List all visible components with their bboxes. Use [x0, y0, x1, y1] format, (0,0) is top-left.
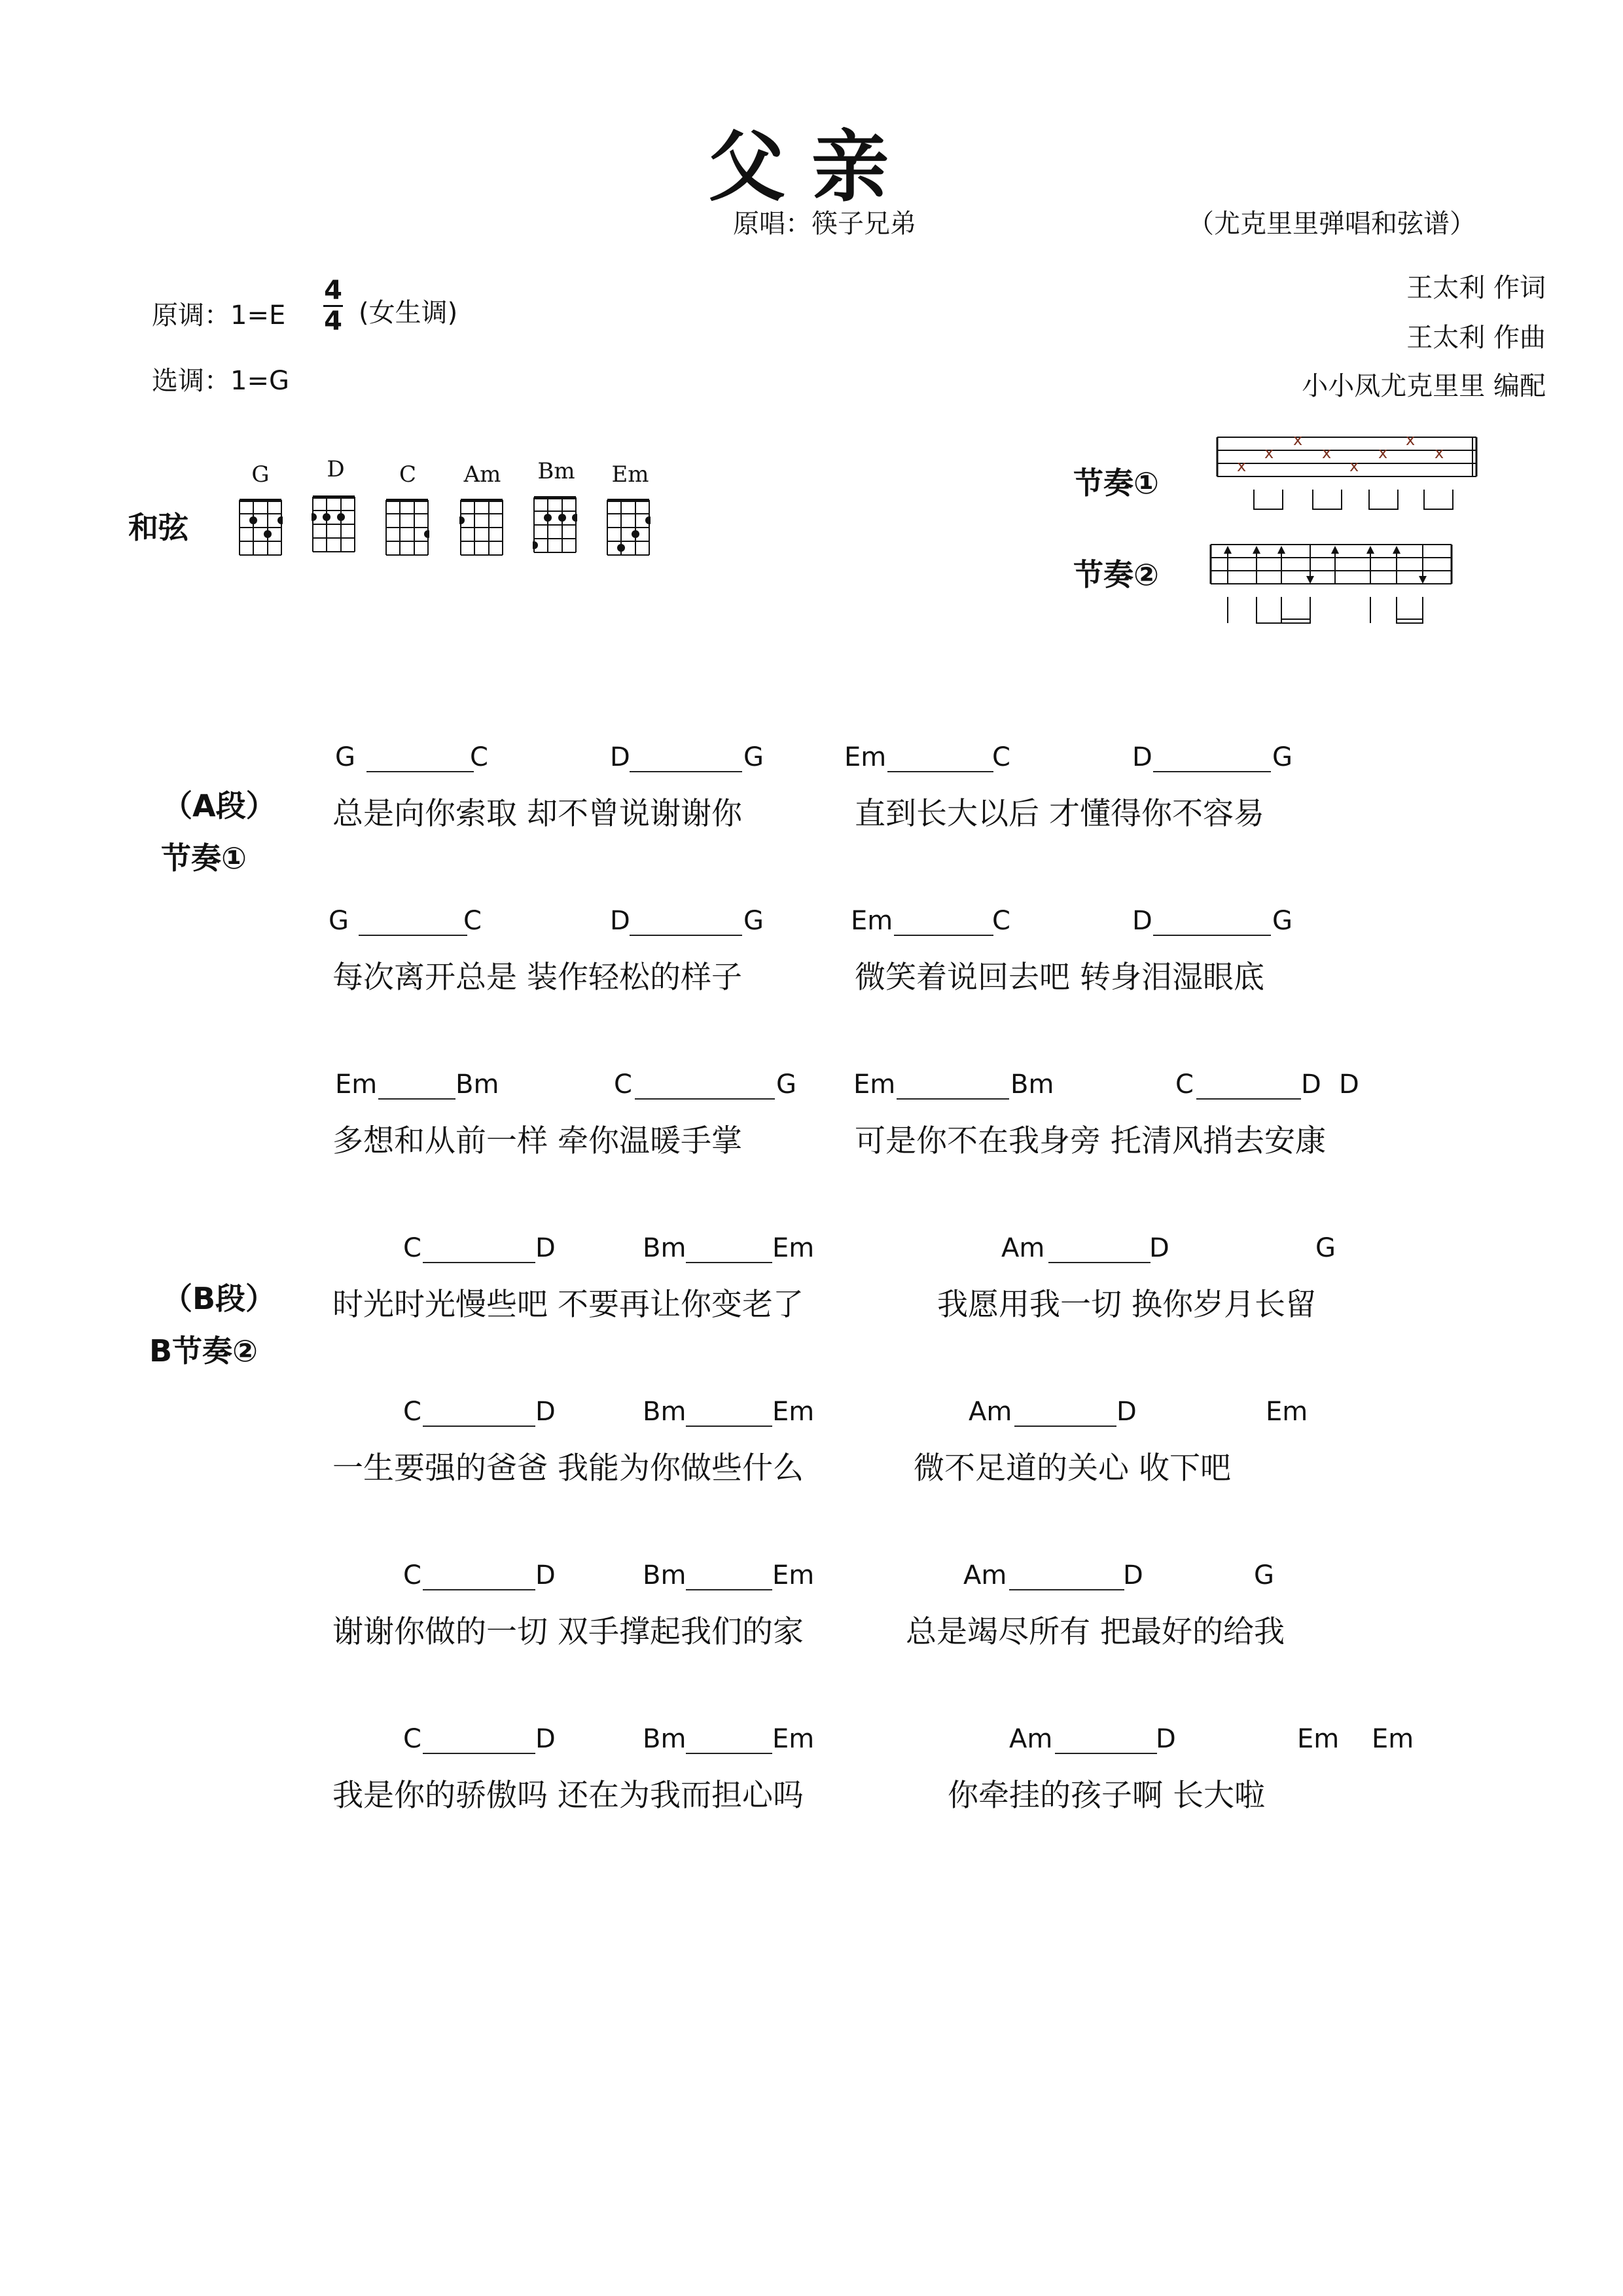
chord-symbol: Em: [772, 1397, 815, 1427]
chord-symbol: Em: [772, 1724, 815, 1754]
chord-symbol: Em: [1372, 1724, 1414, 1754]
chord-duration-line: [897, 1098, 1009, 1100]
chord-duration-line: [630, 771, 742, 772]
chord-symbol: D: [535, 1724, 556, 1754]
song-title: 父亲: [707, 122, 915, 212]
chord-duration-line: [1009, 1589, 1124, 1590]
chord-symbol: Bm: [455, 1069, 499, 1100]
lyric-line: 我是你的骄傲吗 还在为我而担心吗: [332, 1778, 804, 1814]
chord-symbol: D: [1149, 1233, 1169, 1263]
chord-symbol: Em: [335, 1069, 378, 1100]
chord-symbol: D: [1156, 1724, 1176, 1754]
chord-duration-line: [1048, 1262, 1150, 1263]
chord-symbol: D: [610, 742, 630, 772]
chord-symbol: G: [1272, 742, 1293, 772]
chord-duration-line: [1055, 1753, 1157, 1754]
key-note: (女生调): [359, 298, 458, 328]
chord-duration-line: [378, 1098, 455, 1100]
chord-symbol: D: [535, 1397, 556, 1427]
chord-duration-line: [423, 1426, 535, 1427]
section-b-label: （B段）: [162, 1281, 276, 1316]
chord-duration-line: [1196, 1098, 1301, 1100]
chord-symbol: Am: [969, 1397, 1012, 1427]
original-key: 原调：1=E: [152, 300, 286, 331]
lyric-line: 每次离开总是 装作轻松的样子: [332, 960, 742, 996]
chord-duration-line: [1014, 1426, 1116, 1427]
chord-symbol: C: [992, 742, 1010, 772]
lyric-line: 总是向你索取 却不曾说谢谢你: [332, 796, 742, 832]
chord-name-em: Em: [611, 461, 649, 488]
lyric-line: 直到长大以后 才懂得你不容易: [855, 796, 1264, 832]
chord-diagram-em: [606, 499, 651, 556]
chord-duration-line: [1153, 935, 1271, 936]
sheet-type-note: （尤克里里弹唱和弦谱）: [1188, 209, 1476, 239]
chord-duration-line: [423, 1753, 535, 1754]
chord-symbol: Am: [963, 1560, 1007, 1590]
lyric-line: 我愿用我一切 换你岁月长留: [937, 1287, 1316, 1323]
chord-diagram-c: [385, 499, 429, 556]
chord-symbol: G: [776, 1069, 796, 1100]
tab-x-mark: x: [1264, 444, 1274, 462]
chord-duration-line: [423, 1589, 535, 1590]
chord-symbol: C: [463, 906, 482, 936]
chord-name-am: Am: [463, 461, 501, 488]
chord-symbol: C: [992, 906, 1010, 936]
section-a-rhythm: 节奏①: [161, 840, 247, 876]
chord-symbol: G: [743, 742, 764, 772]
chord-duration-line: [686, 1589, 772, 1590]
chord-symbol: G: [1315, 1233, 1336, 1263]
chord-diagram-g: [238, 499, 283, 556]
chord-duration-line: [366, 771, 474, 772]
lyric-line: 一生要强的爸爸 我能为你做些什么: [332, 1450, 804, 1486]
chord-duration-line: [686, 1753, 772, 1754]
chord-symbol: G: [335, 742, 355, 772]
chord-symbol: Em: [772, 1233, 815, 1263]
chord-symbol: C: [614, 1069, 632, 1100]
chord-symbol: Bm: [643, 1397, 687, 1427]
tab-x-mark: x: [1349, 457, 1359, 475]
composer-credit: 王太利 作曲: [1406, 323, 1546, 353]
arranger-credit: 小小凤尤克里里 编配: [1302, 371, 1546, 401]
lyric-line: 可是你不在我身旁 托清风捎去安康: [855, 1123, 1326, 1159]
chord-symbol: C: [1175, 1069, 1194, 1100]
chord-symbol: C: [403, 1560, 421, 1590]
chord-symbol: Em: [844, 742, 887, 772]
chord-name-c: C: [399, 461, 416, 488]
chord-symbol: C: [403, 1724, 421, 1754]
chord-diagram-d: [312, 495, 356, 553]
chord-duration-line: [887, 771, 993, 772]
chord-symbol: D: [535, 1560, 556, 1590]
tab-x-mark: x: [1378, 444, 1388, 462]
tab-x-mark: x: [1237, 457, 1247, 475]
chord-symbol: Em: [772, 1560, 815, 1590]
rhythm-1-label: 节奏①: [1073, 465, 1159, 501]
chord-symbol: Em: [1297, 1724, 1340, 1754]
chord-symbol: D: [1339, 1069, 1359, 1100]
lyric-line: 时光时光慢些吧 不要再让你变老了: [332, 1287, 804, 1323]
chord-symbol: Em: [851, 906, 893, 936]
chord-symbol: D: [1116, 1397, 1137, 1427]
lyric-line: 多想和从前一样 牵你温暖手掌: [332, 1123, 742, 1159]
chord-symbol: D: [1301, 1069, 1321, 1100]
lyricist-credit: 王太利 作词: [1406, 273, 1546, 303]
chord-duration-line: [686, 1426, 772, 1427]
chord-duration-line: [894, 935, 993, 936]
chord-diagram-bm: [533, 496, 577, 554]
chord-duration-line: [359, 935, 467, 936]
tab-x-mark: x: [1322, 444, 1332, 462]
chord-symbol: Bm: [643, 1233, 687, 1263]
chord-duration-line: [630, 935, 742, 936]
chord-symbol: G: [743, 906, 764, 936]
chord-symbol: C: [470, 742, 488, 772]
chords-heading: 和弦: [128, 510, 188, 545]
chord-diagram-am: [459, 499, 504, 556]
lyric-line: 微笑着说回去吧 转身泪湿眼底: [855, 960, 1264, 996]
chord-symbol: D: [1132, 742, 1152, 772]
chord-duration-line: [1153, 771, 1271, 772]
lyric-line: 你牵挂的孩子啊 长大啦: [948, 1778, 1265, 1814]
chord-symbol: G: [1272, 906, 1293, 936]
lyric-line: 总是竭尽所有 把最好的给我: [906, 1614, 1285, 1650]
time-signature: [322, 276, 344, 336]
chord-symbol: D: [1123, 1560, 1143, 1590]
tab-x-mark: x: [1435, 444, 1444, 462]
chord-symbol: D: [610, 906, 630, 936]
chosen-key: 选调：1=G: [152, 366, 289, 396]
tab-x-mark: x: [1406, 431, 1416, 449]
chord-name-d: D: [327, 456, 345, 482]
chord-duration-line: [635, 1098, 775, 1100]
chord-symbol: C: [403, 1233, 421, 1263]
lyric-line: 谢谢你做的一切 双手撑起我们的家: [332, 1614, 804, 1650]
chord-symbol: D: [535, 1233, 556, 1263]
chord-symbol: G: [1254, 1560, 1274, 1590]
rhythm-2-label: 节奏②: [1073, 557, 1159, 592]
chord-duration-line: [686, 1262, 772, 1263]
chord-symbol: D: [1132, 906, 1152, 936]
lyric-line: 微不足道的关心 收下吧: [914, 1450, 1231, 1486]
time-sig-top: 4: [324, 276, 342, 306]
original-singer: 原唱：筷子兄弟: [733, 209, 916, 239]
chord-symbol: C: [403, 1397, 421, 1427]
chord-symbol: Em: [1266, 1397, 1308, 1427]
chord-name-g: G: [251, 461, 270, 488]
chord-symbol: Bm: [643, 1724, 687, 1754]
chord-symbol: Bm: [1010, 1069, 1054, 1100]
time-sig-bottom: 4: [324, 306, 342, 336]
rhythm-2-strum-staff: [1209, 541, 1453, 630]
chord-symbol: Em: [853, 1069, 896, 1100]
section-a-label: （A段）: [162, 788, 276, 823]
chord-duration-line: [423, 1262, 535, 1263]
chord-symbol: Bm: [643, 1560, 687, 1590]
section-b-rhythm: B节奏②: [149, 1333, 259, 1369]
chord-symbol: Am: [1001, 1233, 1045, 1263]
chord-symbol: G: [329, 906, 349, 936]
rhythm-1-tab: [1216, 432, 1478, 517]
chord-name-bm: Bm: [537, 458, 575, 484]
chord-symbol: Am: [1009, 1724, 1053, 1754]
tab-x-mark: x: [1293, 431, 1303, 449]
